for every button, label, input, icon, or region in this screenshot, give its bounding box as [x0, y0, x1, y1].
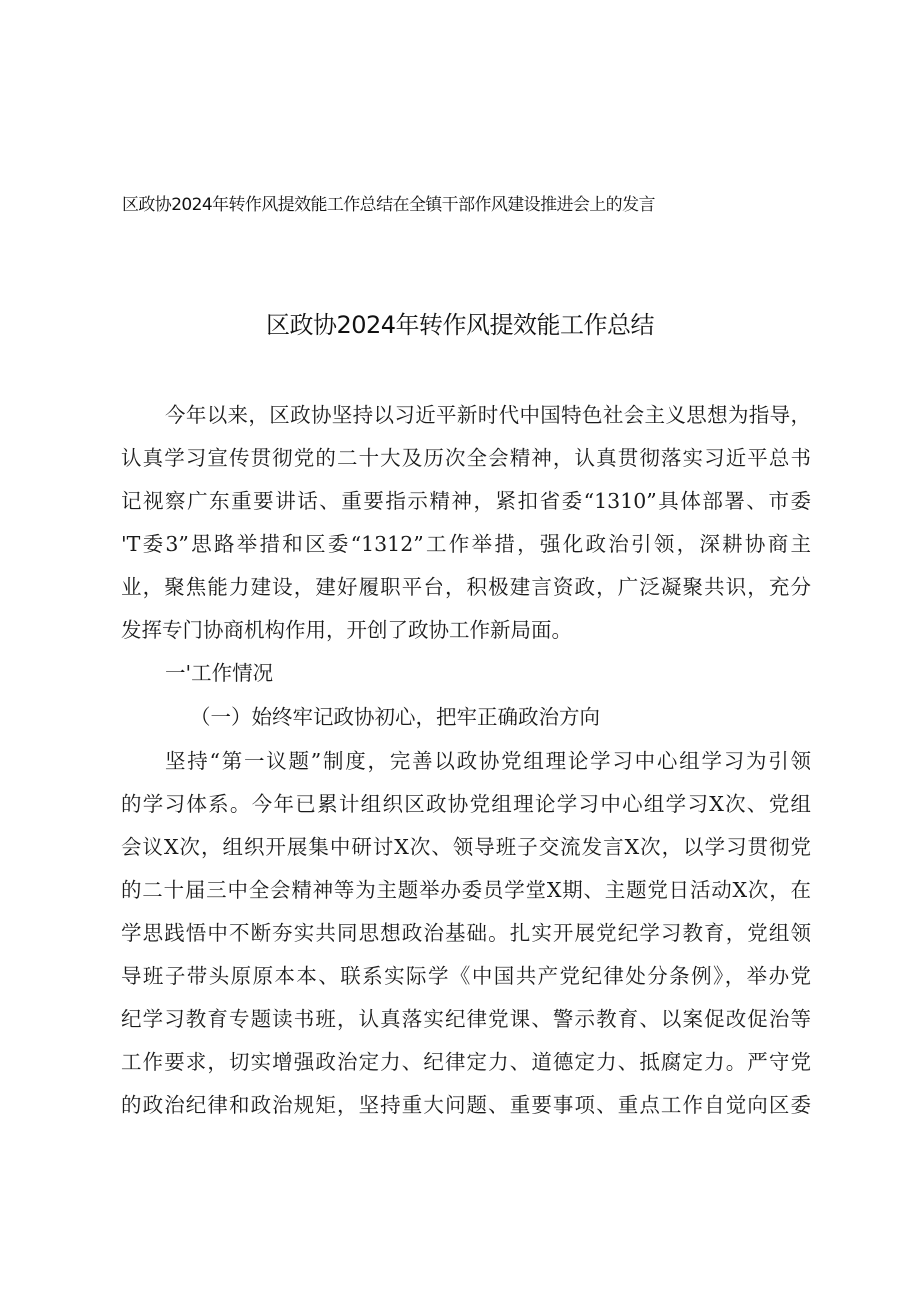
intro-line: 认真学习宣传贯彻党的二十大及历次全会精神，认真贯彻落实习近平总书 — [121, 446, 811, 470]
paragraph-line: 纪学习教育专题读书班，认真落实纪律党课、警示教育、以案促改促治等 — [121, 1007, 811, 1031]
subsection-heading: （一）始终牢记政协初心，把牢正确政治方向 — [190, 705, 600, 729]
paragraph-line: 坚持“第一议题”制度，完善以政协党组理论学习中心组学习为引领 — [165, 749, 811, 773]
paragraph-line: 工作要求，切实增强政治定力、纪律定力、道德定力、抵腐定力。严守党 — [121, 1050, 811, 1074]
document-title: 区政协2024年转作风提效能工作总结 — [265, 311, 655, 339]
intro-line: 今年以来，区政协坚持以习近平新时代中国特色社会主义思想为指导， — [165, 403, 811, 427]
paragraph-line: 导班子带头原原本本、联系实际学《中国共产党纪律处分条例》，举办党 — [121, 964, 811, 988]
intro-line: 业，聚焦能力建设，建好履职平台，积极建言资政，广泛凝聚共识，充分 — [121, 575, 811, 599]
section-heading: 一'工作情况 — [165, 661, 274, 685]
paragraph-line: 的二十届三中全会精神等为主题举办委员学堂X期、主题党日活动X次，在 — [121, 878, 811, 902]
intro-line: 发挥专门协商机构作用，开创了政协工作新局面。 — [121, 618, 572, 642]
paragraph-line: 会议X次，组织开展集中研讨X次、领导班子交流发言X次，以学习贯彻党 — [121, 835, 811, 859]
intro-line: 记视察广东重要讲话、重要指示精神，紧扣省委“1310”具体部署、市委 — [121, 489, 811, 513]
intro-line: 'T委3”思路举措和区委“1312”工作举措，强化政治引领，深耕协商主 — [121, 532, 811, 556]
paragraph-line: 的学习体系。今年已累计组织区政协党组理论学习中心组学习X次、党组 — [121, 792, 811, 816]
paragraph-line: 学思践悟中不断夯实共同思想政治基础。扎实开展党纪学习教育，党组领 — [121, 921, 811, 945]
paragraph-line: 的政治纪律和政治规矩，坚持重大问题、重要事项、重点工作自觉向区委 — [121, 1093, 811, 1117]
document-heading: 区政协2024年转作风提效能工作总结在全镇干部作风建设推进会上的发言 — [122, 195, 655, 215]
